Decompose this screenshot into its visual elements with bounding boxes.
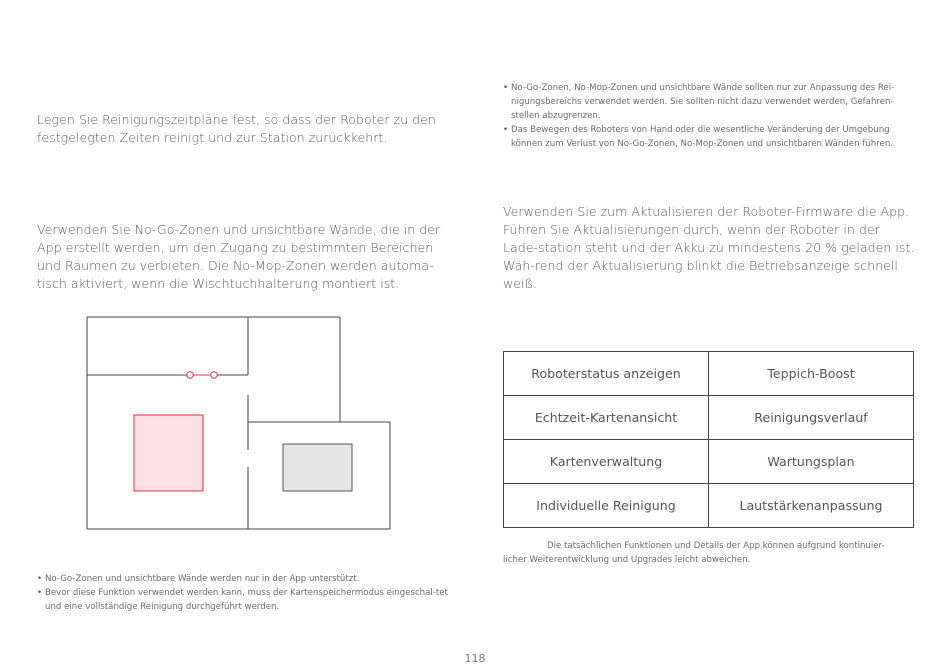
invisible-wall-marker — [187, 372, 218, 379]
app-disclaimer: Die tatsächlichen Funktionen und Details der App können aufgrund kontinuier-licher Weiterentwicklung und Upgrades leicht abweichen. — [503, 541, 885, 565]
no-mop-zone — [283, 444, 352, 491]
note-item: • Bevor diese Funktion verwendet werden kann, muss der Kartenspeichermodus eingeschal-tet und eine vollständige Reinigung durchgeführt werden. — [37, 586, 452, 614]
right-notes-list — [503, 81, 913, 151]
zones-paragraph: Verwenden Sie No-Go-Zonen und unsichtbare Wände, die in der App erstellt werden, um den Zugang zu bestimmten Bereichen und Räumen zu verbieten. Die No-Mop-Zonen werden automa-tisch aktiviert, wenn die Wischtuchhalterung montiert ist. — [37, 222, 441, 291]
table-row — [504, 484, 914, 528]
table-row — [504, 440, 914, 484]
app-features-table — [503, 351, 914, 528]
note-item: • No-Go-Zonen, No-Mop-Zonen und unsichtbare Wände sollten nur zur Anpassung des Rei-nigungsbereichs verwendet werden. Sie sollten nicht dazu verwendet werden, Gefahren-stellen abzugrenzen. — [503, 81, 913, 123]
table-cell: Reinigungsverlauf — [709, 396, 914, 440]
table-row — [504, 396, 914, 440]
table-cell: Kartenverwaltung — [504, 440, 709, 484]
table-cell: Lautstärkenanpassung — [709, 484, 914, 528]
table-cell: Teppich-Boost — [709, 352, 914, 396]
table-cell: Echtzeit-Kartenansicht — [504, 396, 709, 440]
table-cell: Individuelle Reinigung — [504, 484, 709, 528]
firmware-paragraph: Verwenden Sie zum Aktualisieren der Roboter-Firmware die App. Führen Sie Aktualisierungen durch, wenn der Roboter in der Lade-station steht und der Akku zu mindestens 20 % geladen ist. Wäh-rend der Aktualisierung blinkt die Betriebsanzeige schnell weiß. — [503, 204, 915, 291]
table-cell: Roboterstatus anzeigen — [504, 352, 709, 396]
note-item: • Das Bewegen des Roboters von Hand oder die wesentliche Veränderung der Umgebung können zum Verlust von No-Go-Zonen, No-Mop-Zonen und unsichtbaren Wänden führen. — [503, 123, 913, 151]
left-notes-list — [37, 572, 452, 614]
table-cell: Wartungsplan — [709, 440, 914, 484]
table-row — [504, 352, 914, 396]
page-number: 118 — [464, 652, 486, 665]
no-go-zone — [134, 415, 203, 491]
note-item: • No-Go-Zonen und unsichtbare Wände werden nur in der App unterstützt. — [37, 572, 452, 586]
schedule-paragraph: Legen Sie Reinigungszeitpläne fest, so dass der Roboter zu den festgelegten Zeiten reinigt und zur Station zurückkehrt. — [37, 112, 436, 145]
